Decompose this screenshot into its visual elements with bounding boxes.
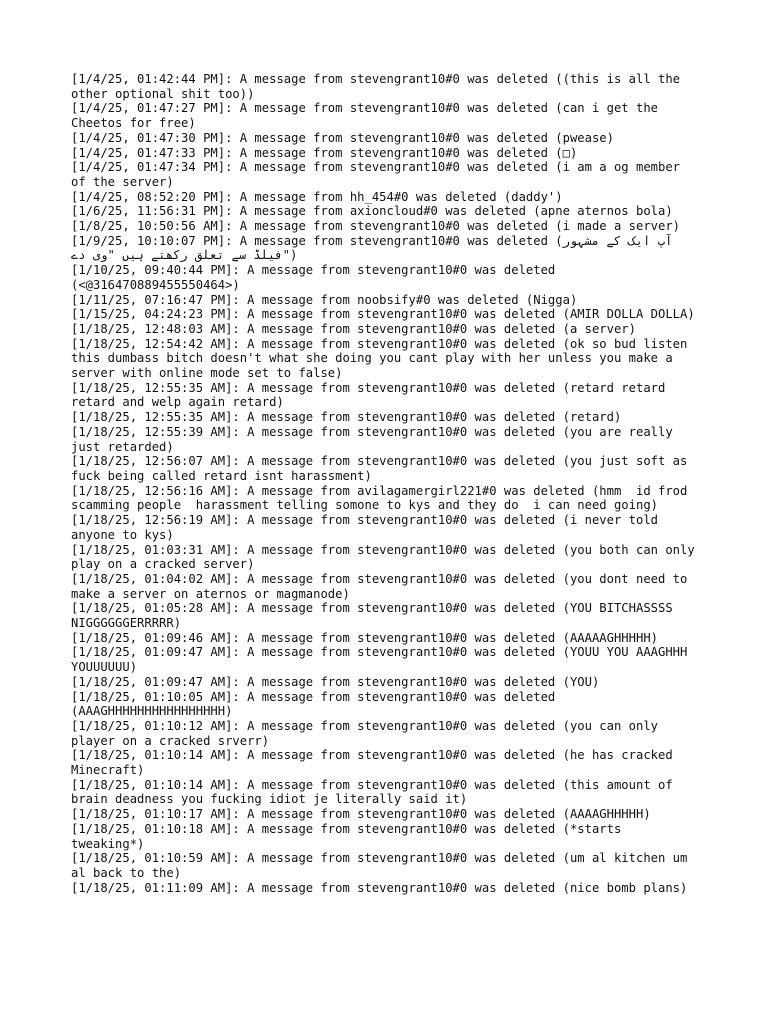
log-entry: [1/18/25, 12:56:16 AM]: A message from avilagamergirl221#0 was deleted (hmm id frod scamming people harassment telling somone to kys and they do i can need going) [71, 483, 695, 513]
log-entry: [1/15/25, 04:24:23 PM]: A message from stevengrant10#0 was deleted (AMIR DOLLA DOLLA) [71, 307, 695, 322]
log-entry: [1/10/25, 09:40:44 PM]: A message from stevengrant10#0 was deleted (<@316470889455550464>) [71, 263, 563, 292]
log-entry: [1/18/25, 01:09:46 AM]: A message from stevengrant10#0 was deleted (AAAAAGHHHHH) [71, 630, 658, 645]
log-entry: [1/18/25, 01:09:47 AM]: A message from stevengrant10#0 was deleted (YOU) [71, 674, 600, 689]
log-entry: [1/18/25, 12:55:39 AM]: A message from stevengrant10#0 was deleted (you are really just retarded) [71, 424, 681, 454]
log-entry: [1/9/25, 10:10:07 PM]: A message from stevengrant10#0 was deleted (آپ ایک کے مشہور فیلڈ سے تعلق رکھتے ہیں "وی دے") [71, 233, 680, 263]
log-entry: [1/18/25, 01:05:28 AM]: A message from stevengrant10#0 was deleted (YOU BITCHASSSS NIGGGGGGERRRRR) [71, 601, 681, 631]
log-entry: [1/8/25, 10:50:56 AM]: A message from stevengrant10#0 was deleted (i made a server) [71, 219, 681, 234]
log-entry: [1/18/25, 12:56:19 AM]: A message from stevengrant10#0 was deleted (i never told anyone to kys) [71, 513, 666, 542]
log-entry: [1/4/25, 01:47:34 PM]: A message from stevengrant10#0 was deleted (i am a og member of the server) [71, 160, 688, 189]
log-entry: [1/4/25, 01:42:44 PM]: A message from stevengrant10#0 was deleted ((this is all the other optional shit too)) [71, 72, 688, 101]
log-entry: [1/18/25, 12:56:07 AM]: A message from stevengrant10#0 was deleted (you just soft as fuck being called retard isnt harassment) [71, 454, 695, 483]
log-entry: [1/4/25, 08:52:20 PM]: A message from hh_454#0 was deleted (daddy') [71, 189, 563, 204]
log-entry: [1/18/25, 12:55:35 AM]: A message from stevengrant10#0 was deleted (retard) [71, 410, 622, 425]
log-entry: [1/18/25, 01:10:14 AM]: A message from stevengrant10#0 was deleted (he has cracked Minecraft) [71, 748, 681, 778]
log-entry: [1/4/25, 01:47:27 PM]: A message from stevengrant10#0 was deleted (can i get the Cheetos for free) [71, 101, 666, 131]
log-entry: [1/11/25, 07:16:47 PM]: A message from noobsify#0 was deleted (Nigga) [71, 292, 578, 307]
log-entry: [1/18/25, 01:10:05 AM]: A message from stevengrant10#0 was deleted (AAAGHHHHHHHHHHHHHHHH) [71, 689, 563, 719]
log-entry: [1/18/25, 01:10:59 AM]: A message from stevengrant10#0 was deleted (um al kitchen um al back to the) [71, 851, 695, 880]
log-entry: [1/18/25, 01:11:09 AM]: A message from stevengrant10#0 was deleted (nice bomb plans) [71, 880, 688, 895]
log-entry: [1/18/25, 01:03:31 AM]: A message from stevengrant10#0 was deleted (you both can only play on a cracked server) [71, 542, 703, 572]
deleted-message-log [71, 72, 701, 895]
log-entry: [1/18/25, 01:10:17 AM]: A message from stevengrant10#0 was deleted (AAAAGHHHHH) [71, 807, 651, 822]
log-entry: [1/4/25, 01:47:30 PM]: A message from stevengrant10#0 was deleted (pwease) [71, 130, 614, 145]
log-entry: [1/18/25, 01:10:18 AM]: A message from stevengrant10#0 was deleted (*starts tweaking*) [71, 821, 629, 851]
log-entry: [1/18/25, 12:48:03 AM]: A message from stevengrant10#0 was deleted (a server) [71, 321, 636, 336]
log-entry: [1/18/25, 12:55:35 AM]: A message from stevengrant10#0 was deleted (retard retard retard and welp again retard) [71, 380, 673, 410]
log-entry: [1/4/25, 01:47:33 PM]: A message from stevengrant10#0 was deleted (□) [71, 145, 578, 160]
document-page [71, 72, 701, 895]
log-entry: [1/18/25, 01:04:02 AM]: A message from stevengrant10#0 was deleted (you dont need to make a server on aternos or magmanode) [71, 571, 695, 601]
log-entry: [1/18/25, 12:54:42 AM]: A message from stevengrant10#0 was deleted (ok so bud listen this dumbass bitch doesn't what she doing you cant play with her unless you make a server with online mode set to false) [71, 336, 695, 381]
log-entry: [1/18/25, 01:10:14 AM]: A message from stevengrant10#0 was deleted (this amount of brain deadness you fucking idiot je literally said it) [71, 777, 681, 807]
log-entry: [1/6/25, 11:56:31 PM]: A message from axioncloud#0 was deleted (apne aternos bola) [71, 204, 673, 219]
log-entry: [1/18/25, 01:10:12 AM]: A message from stevengrant10#0 was deleted (you can only player on a cracked srverr) [71, 718, 666, 748]
log-entry: [1/18/25, 01:09:47 AM]: A message from stevengrant10#0 was deleted (YOUU YOU AAAGHHH YOUUUUUU) [71, 645, 695, 675]
